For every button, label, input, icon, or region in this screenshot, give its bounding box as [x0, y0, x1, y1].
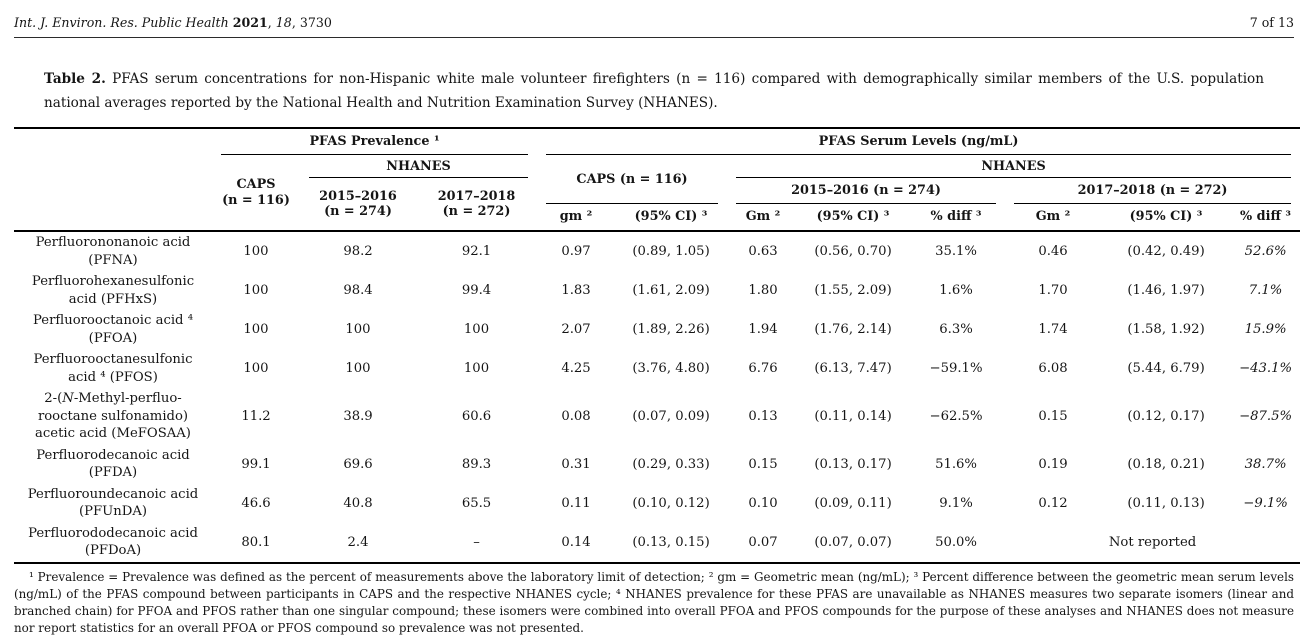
running-header: [14, 0, 1294, 38]
nhanes1-gm: 6.76: [748, 361, 778, 376]
table-row: [14, 231, 1300, 271]
prevalence-nhanes-2015-2016: 100: [345, 361, 371, 376]
not-reported-cell: Not reported: [1108, 534, 1197, 550]
nhanes1-gm: 1.94: [748, 322, 778, 337]
nhanes1-ci: (0.11, 0.14): [814, 408, 892, 424]
col-group-pfas-prevalence: PFAS Prevalence ¹: [212, 128, 537, 155]
col-caps-gm: gm ²: [559, 209, 593, 225]
nhanes1-pct-diff: 50.0%: [935, 534, 977, 550]
page-indicator: 7 of 13: [1249, 15, 1294, 30]
nhanes1-pct-diff: −62.5%: [929, 408, 983, 424]
corner-cell: [14, 128, 212, 231]
journal-article-number: , 3730: [291, 15, 332, 30]
journal-volume: 18: [275, 15, 292, 30]
col-caps-prevalence-line2: (n = 116): [222, 192, 290, 208]
caps-serum-gm: 0.08: [561, 408, 591, 424]
col-caps-prevalence-line1: CAPS: [236, 177, 276, 192]
col-prevalence-2017-2018: [416, 178, 537, 231]
nhanes2-gm: 6.08: [1038, 361, 1068, 376]
nhanes2-pct-diff: −43.1%: [1239, 361, 1293, 376]
caps-serum-gm: 2.07: [561, 322, 591, 337]
prevalence-nhanes-2017-2018: 92.1: [461, 244, 492, 259]
nhanes2-gm: 0.15: [1038, 408, 1068, 424]
nhanes2-pct-diff: −87.5%: [1239, 408, 1293, 424]
caps-serum-gm: 0.97: [561, 244, 591, 259]
nhanes1-pct-diff: 1.6%: [939, 283, 973, 298]
nhanes2-pct-diff: −9.1%: [1243, 495, 1288, 511]
nhanes1-ci: (0.56, 0.70): [814, 244, 892, 259]
col-prevalence-2017-2018-line2: (n = 272): [442, 204, 511, 219]
journal-name: Int. J. Environ. Res. Public Health: [14, 15, 233, 30]
nhanes1-ci: (1.76, 2.14): [814, 322, 892, 337]
nhanes1-gm: 0.10: [748, 495, 778, 511]
prevalence-caps: 46.6: [241, 495, 271, 511]
prevalence-nhanes-2015-2016: 98.4: [343, 283, 373, 298]
col-group-serum-2015-2016: 2015–2016 (n = 274): [727, 178, 1005, 204]
nhanes2-pct-diff: 7.1%: [1248, 283, 1283, 298]
prevalence-nhanes-2015-2016: 69.6: [343, 456, 373, 472]
table-footnotes: ¹ Prevalence = Prevalence was defined as the percent of measurements above the laboratory limit of detection; ² gm = Geometric mean (ng/mL); ³ Percent difference between the geometric mean serum levels (ng/mL) of the PFAS compound between participants in CAPS and the respective NHANES cycle; ⁴ NHANES prevalence for these PFAS are unavailable as NHANES measures two separate isomers (linear and branched chain) for PFOA and PFOS rather than one singular compound; these isomers were combined into overall PFOA and PFOS compounds for the purpose of these analyses and NHANES does not measure nor report statistics for an overall PFOA or PFOS compound so prevalence was not presented.: [14, 569, 1294, 635]
nhanes2-ci: (5.44, 6.79): [1127, 361, 1205, 376]
nhanes2-ci: (0.18, 0.21): [1127, 456, 1205, 472]
col-nhanes1-gm: Gm ²: [745, 209, 781, 225]
compound-name: Perfluorodecanoic acid (PFDA): [36, 447, 190, 480]
nhanes2-pct-diff: 52.6%: [1244, 244, 1287, 259]
compound-name: Perfluorohexanesulfonic acid (PFHxS): [31, 274, 195, 307]
nhanes1-ci: (1.55, 2.09): [814, 283, 892, 298]
caps-serum-ci: (1.89, 2.26): [632, 322, 710, 337]
nhanes1-gm: 0.13: [748, 408, 778, 424]
caps-serum-gm: 0.31: [561, 456, 591, 472]
prevalence-nhanes-2017-2018: –: [473, 534, 480, 550]
caps-serum-ci: (0.10, 0.12): [632, 495, 710, 511]
table-row: [14, 388, 1300, 445]
table-row: [14, 310, 1300, 349]
prevalence-nhanes-2015-2016: 98.2: [343, 244, 373, 259]
nhanes1-gm: 0.15: [748, 456, 778, 472]
col-nhanes2-pct-diff: % diff ³: [1240, 209, 1292, 225]
prevalence-caps: 100: [243, 283, 269, 298]
nhanes2-gm: 0.46: [1038, 244, 1068, 259]
table-row: [14, 271, 1300, 310]
prevalence-caps: 100: [243, 361, 269, 376]
caps-serum-ci: (0.29, 0.33): [632, 456, 710, 472]
prevalence-caps: 80.1: [241, 534, 271, 550]
table-row: [14, 445, 1300, 484]
prevalence-nhanes-2017-2018: 99.4: [461, 283, 492, 298]
prevalence-nhanes-2017-2018: 89.3: [461, 456, 492, 472]
nhanes1-pct-diff: 6.3%: [939, 322, 973, 337]
col-nhanes2-ci: (95% CI) ³: [1129, 209, 1203, 225]
nhanes1-gm: 0.63: [748, 244, 778, 259]
caps-serum-ci: (3.76, 4.80): [632, 361, 710, 376]
table-row: [14, 349, 1300, 388]
prevalence-nhanes-2017-2018: 100: [463, 322, 490, 337]
col-group-caps-serum: CAPS (n = 116): [537, 155, 727, 204]
compound-name: Perfluoroundecanoic acid (PFUnDA): [27, 486, 199, 519]
nhanes2-ci: (0.11, 0.13): [1127, 495, 1205, 511]
prevalence-nhanes-2015-2016: 38.9: [343, 408, 373, 424]
col-prevalence-2015-2016-line2: (n = 274): [324, 204, 392, 219]
nhanes2-gm: 1.70: [1038, 283, 1068, 298]
nhanes1-ci: (0.13, 0.17): [814, 456, 892, 472]
citation-separator: ,: [267, 15, 276, 30]
prevalence-nhanes-2015-2016: 100: [345, 322, 371, 337]
caps-serum-gm: 0.11: [561, 495, 591, 511]
col-nhanes1-pct-diff: % diff ³: [930, 209, 982, 225]
prevalence-caps: 99.1: [241, 456, 271, 472]
nhanes1-pct-diff: 51.6%: [935, 456, 977, 472]
compound-name: Perfluorododecanoic acid (PFDoA): [28, 525, 198, 558]
nhanes2-gm: 0.19: [1038, 456, 1068, 472]
nhanes2-gm: 0.12: [1038, 495, 1068, 511]
nhanes1-gm: 1.80: [748, 283, 778, 298]
caps-serum-gm: 4.25: [561, 361, 591, 376]
table-header: [14, 128, 1300, 231]
col-prevalence-2015-2016-line1: 2015–2016: [319, 188, 397, 204]
prevalence-nhanes-2017-2018: 100: [463, 361, 490, 376]
prevalence-caps: 100: [243, 244, 269, 259]
nhanes2-ci: (1.58, 1.92): [1127, 322, 1205, 337]
nhanes1-pct-diff: 9.1%: [939, 495, 973, 511]
col-prevalence-2015-2016: [300, 178, 416, 231]
table-body: [14, 231, 1300, 563]
nhanes1-ci: (6.13, 7.47): [814, 361, 892, 376]
col-group-nhanes-prevalence: NHANES: [300, 155, 537, 178]
compound-name: Perfluorooctanoic acid ⁴ (PFOA): [33, 313, 193, 346]
nhanes2-ci: (0.12, 0.17): [1127, 408, 1205, 424]
journal-year: 2021: [232, 15, 268, 30]
compound-name: 2-(N-Methyl-perfluo- rooctane sulfonamido) acetic acid (MeFOSAA): [35, 391, 191, 441]
caps-serum-ci: (0.07, 0.09): [632, 408, 710, 424]
col-group-pfas-serum-levels: PFAS Serum Levels (ng/mL): [537, 128, 1300, 155]
caps-serum-gm: 0.14: [561, 534, 591, 550]
nhanes2-ci: (0.42, 0.49): [1127, 244, 1205, 259]
table-caption: [44, 67, 1264, 115]
nhanes1-ci: (0.09, 0.11): [814, 495, 892, 511]
table-caption-text: PFAS serum concentrations for non-Hispanic white male volunteer firefighters (n = 116) compared with demographically similar members of the U.S. population national averages reported by the National Health and Nutrition Examination Survey (NHANES).: [44, 71, 1264, 111]
col-caps-ci: (95% CI) ³: [634, 209, 708, 225]
nhanes2-pct-diff: 15.9%: [1244, 322, 1287, 337]
nhanes1-pct-diff: −59.1%: [929, 361, 983, 376]
pfas-table: [14, 127, 1300, 564]
table-row: [14, 523, 1300, 563]
table-caption-label: Table 2.: [44, 71, 106, 87]
caps-serum-ci: (0.89, 1.05): [632, 244, 710, 259]
compound-name: Perfluorooctanesulfonic acid ⁴ (PFOS): [33, 352, 193, 385]
caps-serum-gm: 1.83: [561, 283, 591, 298]
prevalence-caps: 100: [243, 322, 269, 337]
nhanes1-ci: (0.07, 0.07): [814, 534, 892, 550]
caps-serum-ci: (0.13, 0.15): [632, 534, 710, 550]
nhanes1-pct-diff: 35.1%: [935, 244, 977, 259]
nhanes2-pct-diff: 38.7%: [1244, 456, 1287, 472]
journal-citation: [14, 15, 332, 30]
col-caps-prevalence: [212, 155, 300, 231]
col-nhanes1-ci: (95% CI) ³: [816, 209, 890, 225]
prevalence-nhanes-2017-2018: 60.6: [461, 408, 492, 424]
nhanes2-gm: 1.74: [1038, 322, 1068, 337]
prevalence-nhanes-2015-2016: 40.8: [343, 495, 373, 511]
prevalence-caps: 11.2: [241, 408, 271, 424]
caps-serum-ci: (1.61, 2.09): [632, 283, 710, 298]
prevalence-nhanes-2015-2016: 2.4: [347, 534, 369, 550]
nhanes2-ci: (1.46, 1.97): [1127, 283, 1205, 298]
col-group-nhanes-serum: NHANES: [727, 155, 1300, 178]
col-nhanes2-gm: Gm ²: [1035, 209, 1071, 225]
nhanes1-gm: 0.07: [748, 534, 778, 550]
col-prevalence-2017-2018-line1: 2017–2018: [437, 188, 516, 204]
prevalence-nhanes-2017-2018: 65.5: [461, 495, 492, 511]
col-group-serum-2017-2018: 2017–2018 (n = 272): [1005, 178, 1300, 204]
table-row: [14, 484, 1300, 523]
compound-name: Perfluorononanoic acid (PFNA): [35, 235, 191, 268]
